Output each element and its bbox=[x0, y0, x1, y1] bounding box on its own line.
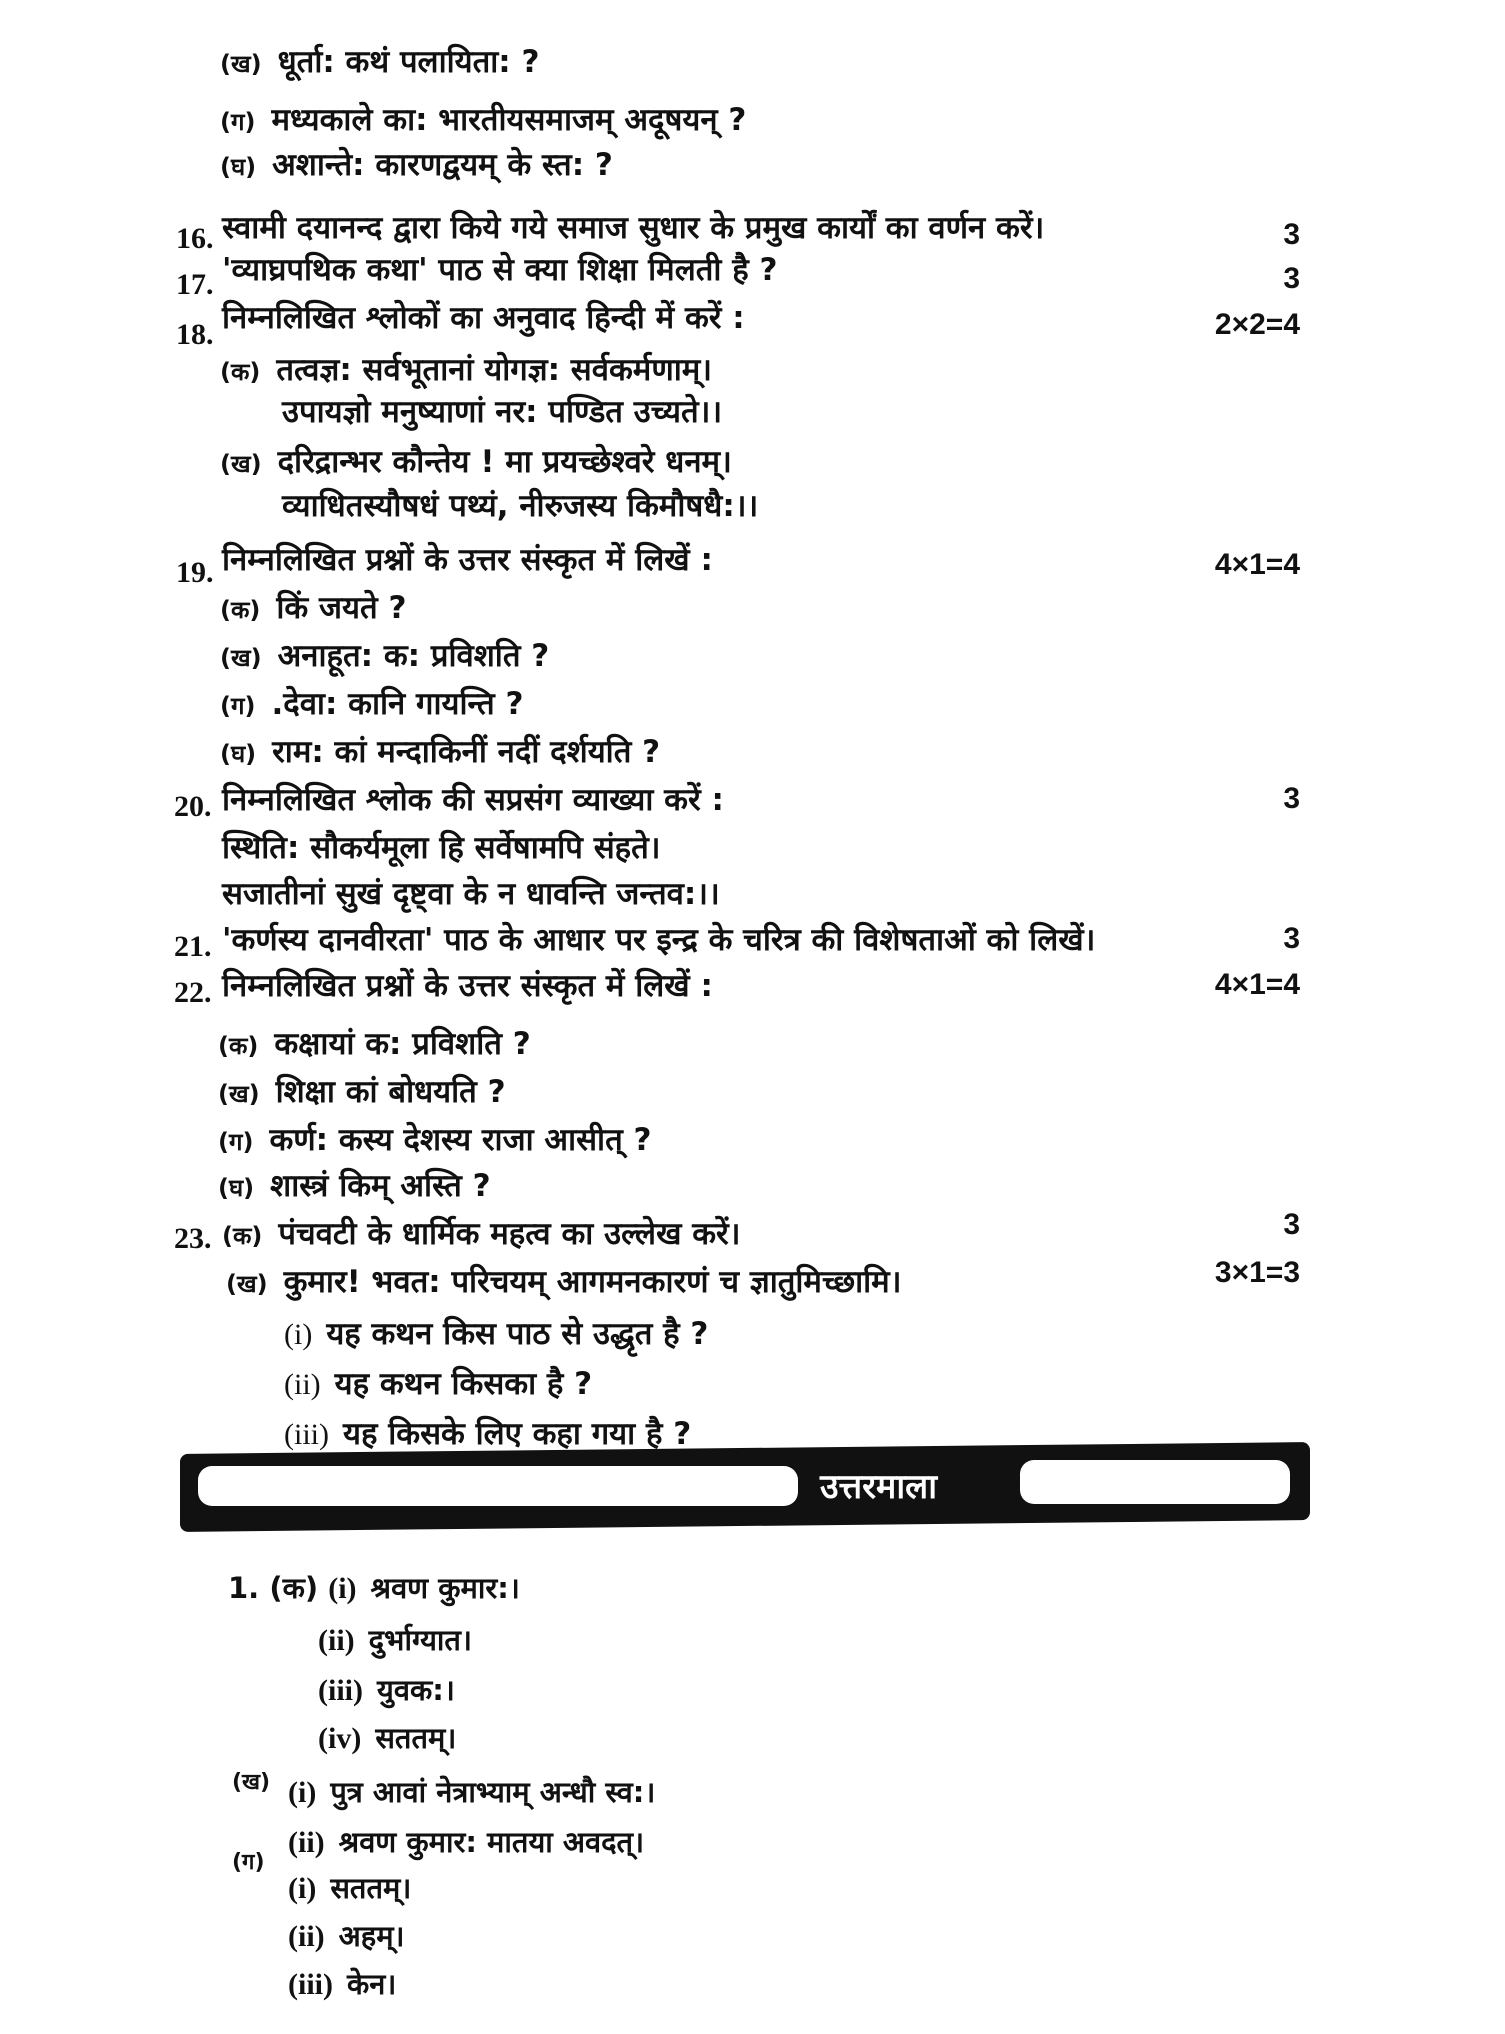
answer-sub-label: (iii) bbox=[288, 1968, 333, 2001]
answer-1-ga-label: (ग) bbox=[232, 1850, 265, 1875]
answer-1-kha-ii bbox=[288, 1822, 644, 1861]
q15-part-gha bbox=[220, 145, 613, 187]
q18-text: निम्नलिखित श्लोकों का अनुवाद हिन्दी में करें : bbox=[222, 300, 745, 336]
part-label: (ख) bbox=[218, 1080, 260, 1108]
answer-text: सततम्। bbox=[330, 1871, 412, 1905]
part-label: (ग) bbox=[218, 1128, 254, 1156]
part-label: (ख) bbox=[220, 450, 262, 478]
sub-label: (ii) bbox=[284, 1368, 321, 1401]
q20-shloka-line1: स्थिति: सौकर्यमूला हि सर्वेषामपि संहते। bbox=[222, 830, 661, 866]
answer-1-ka-ii bbox=[318, 1620, 472, 1659]
q19-marks: 4×1=4 bbox=[1214, 548, 1300, 581]
sub-text: यह कथन किस पाठ से उद्धृत है ? bbox=[326, 1316, 709, 1352]
q19-part-kha bbox=[220, 636, 549, 678]
q19-part-ga bbox=[220, 684, 524, 726]
answer-text: श्रवण कुमार: मातया अवदत्। bbox=[338, 1825, 645, 1859]
banner-cutout-left bbox=[198, 1466, 798, 1506]
q23-part-kha bbox=[226, 1262, 901, 1304]
answer-text: केन। bbox=[347, 1967, 397, 2001]
q18-part-ka-line2: उपायज्ञो मनुष्याणां नर: पण्डित उच्यते।। bbox=[282, 394, 723, 430]
q23-a-marks: 3 bbox=[1283, 1208, 1300, 1241]
part-text: शिक्षा कां बोधयति ? bbox=[275, 1074, 506, 1110]
q17-text: 'व्याघ्रपथिक कथा' पाठ से क्या शिक्षा मिलती है ? bbox=[222, 252, 778, 288]
part-label: (घ) bbox=[220, 740, 257, 768]
part-text: धूर्ता: कथं पलायिता: ? bbox=[277, 44, 540, 80]
q21-text: 'कर्णस्य दानवीरता' पाठ के आधार पर इन्द्र के चरित्र की विशेषताओं को लिखें। bbox=[222, 922, 1096, 958]
part-text: .देवा: कानि गायन्ति ? bbox=[271, 686, 524, 722]
q22-part-gha bbox=[218, 1166, 491, 1208]
part-text: मध्यकाले का: भारतीयसमाजम् अदूषयन् ? bbox=[271, 102, 747, 138]
q16-number: 16. bbox=[176, 222, 214, 255]
answer-1-kha-i bbox=[288, 1772, 655, 1811]
answer-sub-label: (i) bbox=[288, 1872, 317, 1905]
sub-text: यह कथन किसका है ? bbox=[334, 1366, 593, 1402]
answer-1-ka-iv bbox=[318, 1718, 456, 1757]
q15-part-ga bbox=[220, 100, 746, 142]
part-label: (क) bbox=[222, 1222, 263, 1250]
q20-number: 20. bbox=[174, 790, 212, 823]
q22-part-ka bbox=[218, 1024, 531, 1066]
q23-b-sub-ii bbox=[284, 1364, 592, 1405]
part-text: कक्षायां क: प्रविशति ? bbox=[274, 1026, 531, 1062]
part-text: शास्त्रं किम् अस्ति ? bbox=[270, 1168, 491, 1204]
part-text: राम: कां मन्दाकिनीं नदीं दर्शयति ? bbox=[272, 734, 661, 770]
shloka-line: दरिद्रान्भर कौन्तेय ! मा प्रयच्छेश्वरे धनम्। bbox=[277, 444, 732, 480]
part-label: (घ) bbox=[218, 1174, 255, 1202]
answer-1-ga-iii bbox=[288, 1964, 396, 2003]
q22-part-kha bbox=[218, 1072, 506, 1114]
answer-sub-label: (i) bbox=[288, 1776, 317, 1809]
q22-text: निम्नलिखित प्रश्नों के उत्तर संस्कृत में लिखें : bbox=[222, 968, 713, 1004]
part-label: (ख) bbox=[220, 644, 262, 672]
q19-number: 19. bbox=[176, 556, 214, 589]
q17-marks: 3 bbox=[1283, 262, 1300, 295]
q18-part-kha-line1 bbox=[220, 442, 732, 484]
q18-part-ka-line1 bbox=[220, 350, 712, 392]
answer-text: पुत्र आवां नेत्राभ्याम् अन्धौ स्व:। bbox=[330, 1775, 656, 1809]
q21-number: 21. bbox=[174, 930, 212, 963]
part-text: कर्ण: कस्य देशस्य राजा आसीत् ? bbox=[269, 1122, 652, 1158]
q17-number: 17. bbox=[176, 268, 214, 301]
q20-shloka-line2: सजातीनां सुखं दृष्ट्वा के न धावन्ति जन्तव:।। bbox=[222, 876, 720, 912]
q20-text: निम्नलिखित श्लोक की सप्रसंग व्याख्या करें : bbox=[222, 782, 724, 818]
answer-1-ga-i bbox=[288, 1868, 411, 1907]
q15-part-kha bbox=[220, 42, 539, 84]
q23-b-sub-i bbox=[284, 1314, 708, 1355]
shloka-line: तत्वज्ञ: सर्वभूतानां योगज्ञ: सर्वकर्मणाम्। bbox=[276, 352, 713, 388]
answer-sub-label: (ii) bbox=[288, 1920, 325, 1953]
part-text: पंचवटी के धार्मिक महत्व का उल्लेख करें। bbox=[278, 1216, 741, 1252]
answer-section-title: उत्तरमाला bbox=[820, 1467, 938, 1507]
q19-part-ka bbox=[220, 588, 406, 630]
part-label: (ख) bbox=[226, 1270, 268, 1298]
q23-part-ka bbox=[222, 1214, 740, 1256]
answer-1-ga-ii bbox=[288, 1916, 405, 1955]
part-label: (क) bbox=[220, 596, 261, 624]
q22-marks: 4×1=4 bbox=[1214, 968, 1300, 1001]
q23-number: 23. bbox=[174, 1222, 212, 1255]
part-label: (ग) bbox=[220, 108, 256, 136]
q18-number: 18. bbox=[176, 318, 214, 351]
answer-text: श्रवण कुमार:। bbox=[370, 1571, 520, 1605]
sub-text: यह किसके लिए कहा गया है ? bbox=[343, 1416, 692, 1452]
answer-sub-label: (i) bbox=[328, 1572, 357, 1605]
part-label: (क) bbox=[220, 358, 261, 386]
part-label: (क) bbox=[218, 1032, 259, 1060]
q16-marks: 3 bbox=[1283, 218, 1300, 251]
answer-sub-label: (ii) bbox=[318, 1624, 355, 1657]
q19-part-gha bbox=[220, 732, 660, 774]
q18-marks: 2×2=4 bbox=[1214, 308, 1300, 341]
part-text: अनाहूत: क: प्रविशति ? bbox=[277, 638, 550, 674]
sub-label: (iii) bbox=[284, 1418, 329, 1451]
answer-1-ka-iii bbox=[318, 1670, 455, 1709]
q22-number: 22. bbox=[174, 976, 212, 1009]
q23-b-marks: 3×1=3 bbox=[1214, 1256, 1300, 1289]
q16-text: स्वामी दयानन्द द्वारा किये गये समाज सुधार के प्रमुख कार्यों का वर्णन करें। bbox=[222, 210, 1045, 246]
part-text: अशान्ते: कारणद्वयम् के स्त: ? bbox=[272, 147, 613, 183]
answer-1-kha-label: (ख) bbox=[232, 1770, 271, 1795]
answer-sub-label: (iii) bbox=[318, 1674, 363, 1707]
banner-cutout-right bbox=[1020, 1460, 1290, 1504]
part-label: (ग) bbox=[220, 692, 256, 720]
part-text: कुमार! भवत: परिचयम् आगमनकारणं च ज्ञातुमिच्छामि। bbox=[283, 1264, 902, 1300]
q22-part-ga bbox=[218, 1120, 652, 1162]
answer-section-banner bbox=[180, 1448, 1310, 1528]
q19-text: निम्नलिखित प्रश्नों के उत्तर संस्कृत में लिखें : bbox=[222, 542, 713, 578]
q20-marks: 3 bbox=[1283, 782, 1300, 815]
answer-sub-label: (ii) bbox=[288, 1826, 325, 1859]
answer-text: युवक:। bbox=[377, 1673, 455, 1707]
answer-text: सततम्। bbox=[375, 1721, 457, 1755]
answer-text: अहम्। bbox=[338, 1919, 405, 1953]
part-label: (घ) bbox=[220, 153, 257, 181]
sub-label: (i) bbox=[284, 1318, 313, 1351]
part-label: (ख) bbox=[220, 50, 262, 78]
answer-part-label: (क) bbox=[269, 1571, 319, 1605]
q18-part-kha-line2: व्याधितस्यौषधं पथ्यं, नीरुजस्य किमौषधै:।। bbox=[282, 488, 759, 524]
q21-marks: 3 bbox=[1283, 922, 1300, 955]
answer-1-ka-i bbox=[228, 1568, 520, 1607]
part-text: किं जयते ? bbox=[276, 590, 407, 626]
answer-number: 1. bbox=[228, 1571, 260, 1605]
answer-text: दुर्भाग्यात। bbox=[368, 1623, 472, 1657]
answer-sub-label: (iv) bbox=[318, 1722, 362, 1755]
